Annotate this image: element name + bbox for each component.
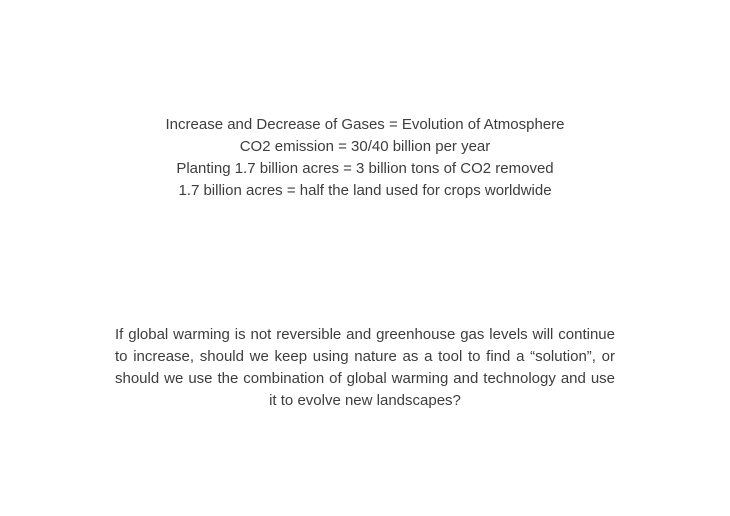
fact-line-atmosphere: Increase and Decrease of Gases = Evolution of Atmosphere — [165, 116, 565, 133]
facts-block — [0, 114, 730, 202]
question-paragraph: If global warming is not reversible and greenhouse gas levels will continue to increase, should we keep using nature as a tool to find a “solution”, or should we use the combination of global warming and technology and use it to evolve new landscapes? — [115, 326, 615, 409]
fact-line-crop-land: 1.7 billion acres = half the land used for crops worldwide — [178, 182, 552, 199]
fact-line-planting-acres: Planting 1.7 billion acres = 3 billion tons of CO2 removed — [176, 160, 554, 177]
fact-line-co2-emission: CO2 emission = 30/40 billion per year — [239, 138, 491, 155]
